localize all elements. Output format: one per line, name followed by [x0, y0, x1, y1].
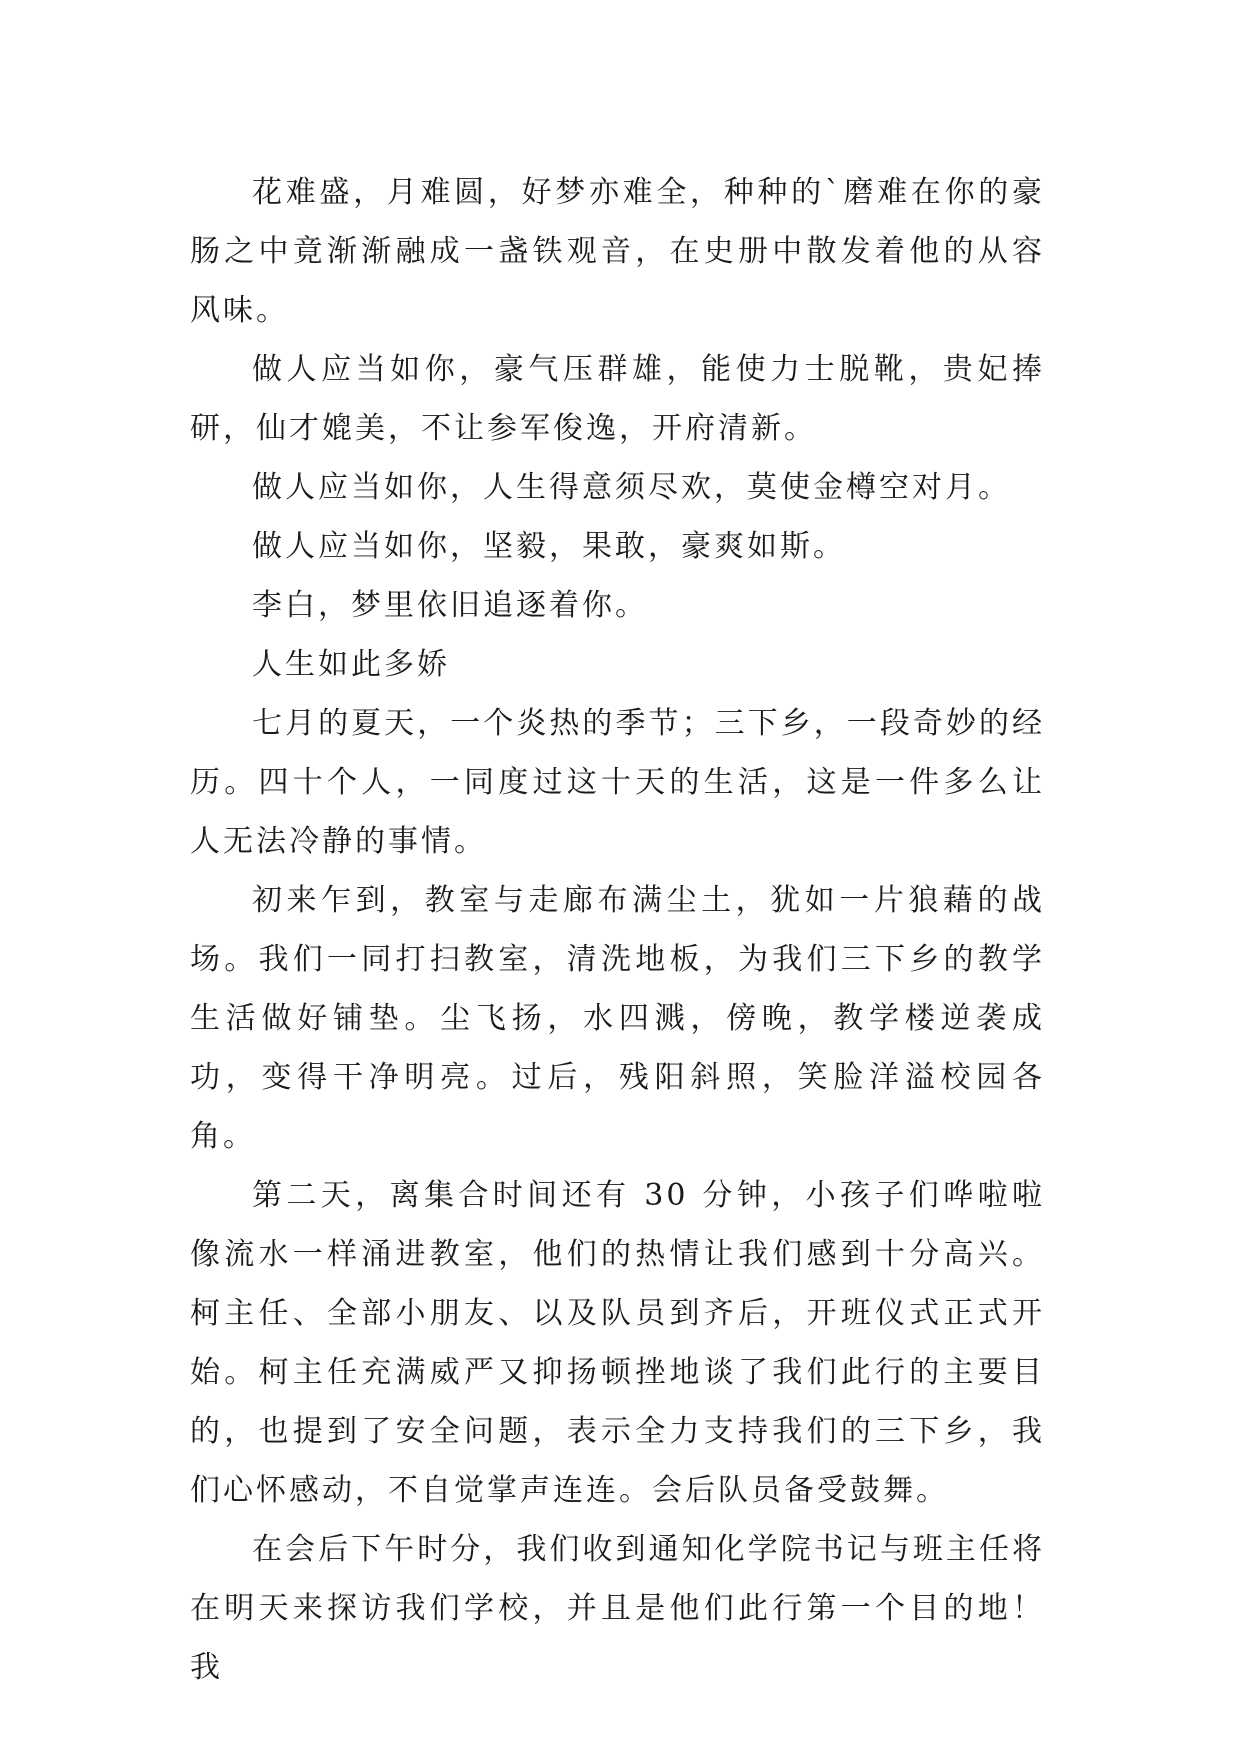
paragraph: 第二天，离集合时间还有 30 分钟，小孩子们哗啦啦像流水一样涌进教室，他们的热情让我们感到十分高兴。柯主任、全部小朋友、以及队员到齐后，开班仪式正式开始。柯主任充满威严又抑扬顿挫地谈了我们此行的主要目的，也提到了安全问题，表示全力支持我们的三下乡，我们心怀感动，不自觉掌声连连。会后队员备受鼓舞。 — [190, 1178, 1045, 1508]
paragraph: 李白，梦里依旧追逐着你。 — [252, 588, 648, 623]
paragraph: 七月的夏天，一个炎热的季节；三下乡，一段奇妙的经历。四十个人，一同度过这十天的生活，这是一件多么让人无法冷静的事情。 — [190, 706, 1045, 859]
section-heading: 人生如此多娇 — [252, 647, 450, 682]
paragraph: 在会后下午时分，我们收到通知化学院书记与班主任将在明天来探访我们学校，并且是他们此行第一个目的地！我 — [190, 1532, 1045, 1685]
paragraph: 初来乍到，教室与走廊布满尘土，犹如一片狼藉的战场。我们一同打扫教室，清洗地板，为我们三下乡的教学生活做好铺垫。尘飞扬，水四溅，傍晚，教学楼逆袭成功，变得干净明亮。过后，残阳斜照，笑脸洋溢校园各角。 — [190, 883, 1045, 1154]
paragraph: 做人应当如你，人生得意须尽欢，莫使金樽空对月。 — [252, 470, 1011, 505]
paragraph: 做人应当如你，豪气压群雄，能使力士脱靴，贵妃捧研，仙才媲美，不让参军俊逸，开府清新。 — [190, 352, 1045, 446]
document-body — [190, 163, 1045, 1697]
paragraph: 做人应当如你，坚毅，果敢，豪爽如斯。 — [252, 529, 846, 564]
paragraph: 花难盛，月难圆，好梦亦难全，种种的`磨难在你的豪肠之中竟渐渐融成一盏铁观音，在史册中散发着他的从容风味。 — [190, 175, 1045, 328]
